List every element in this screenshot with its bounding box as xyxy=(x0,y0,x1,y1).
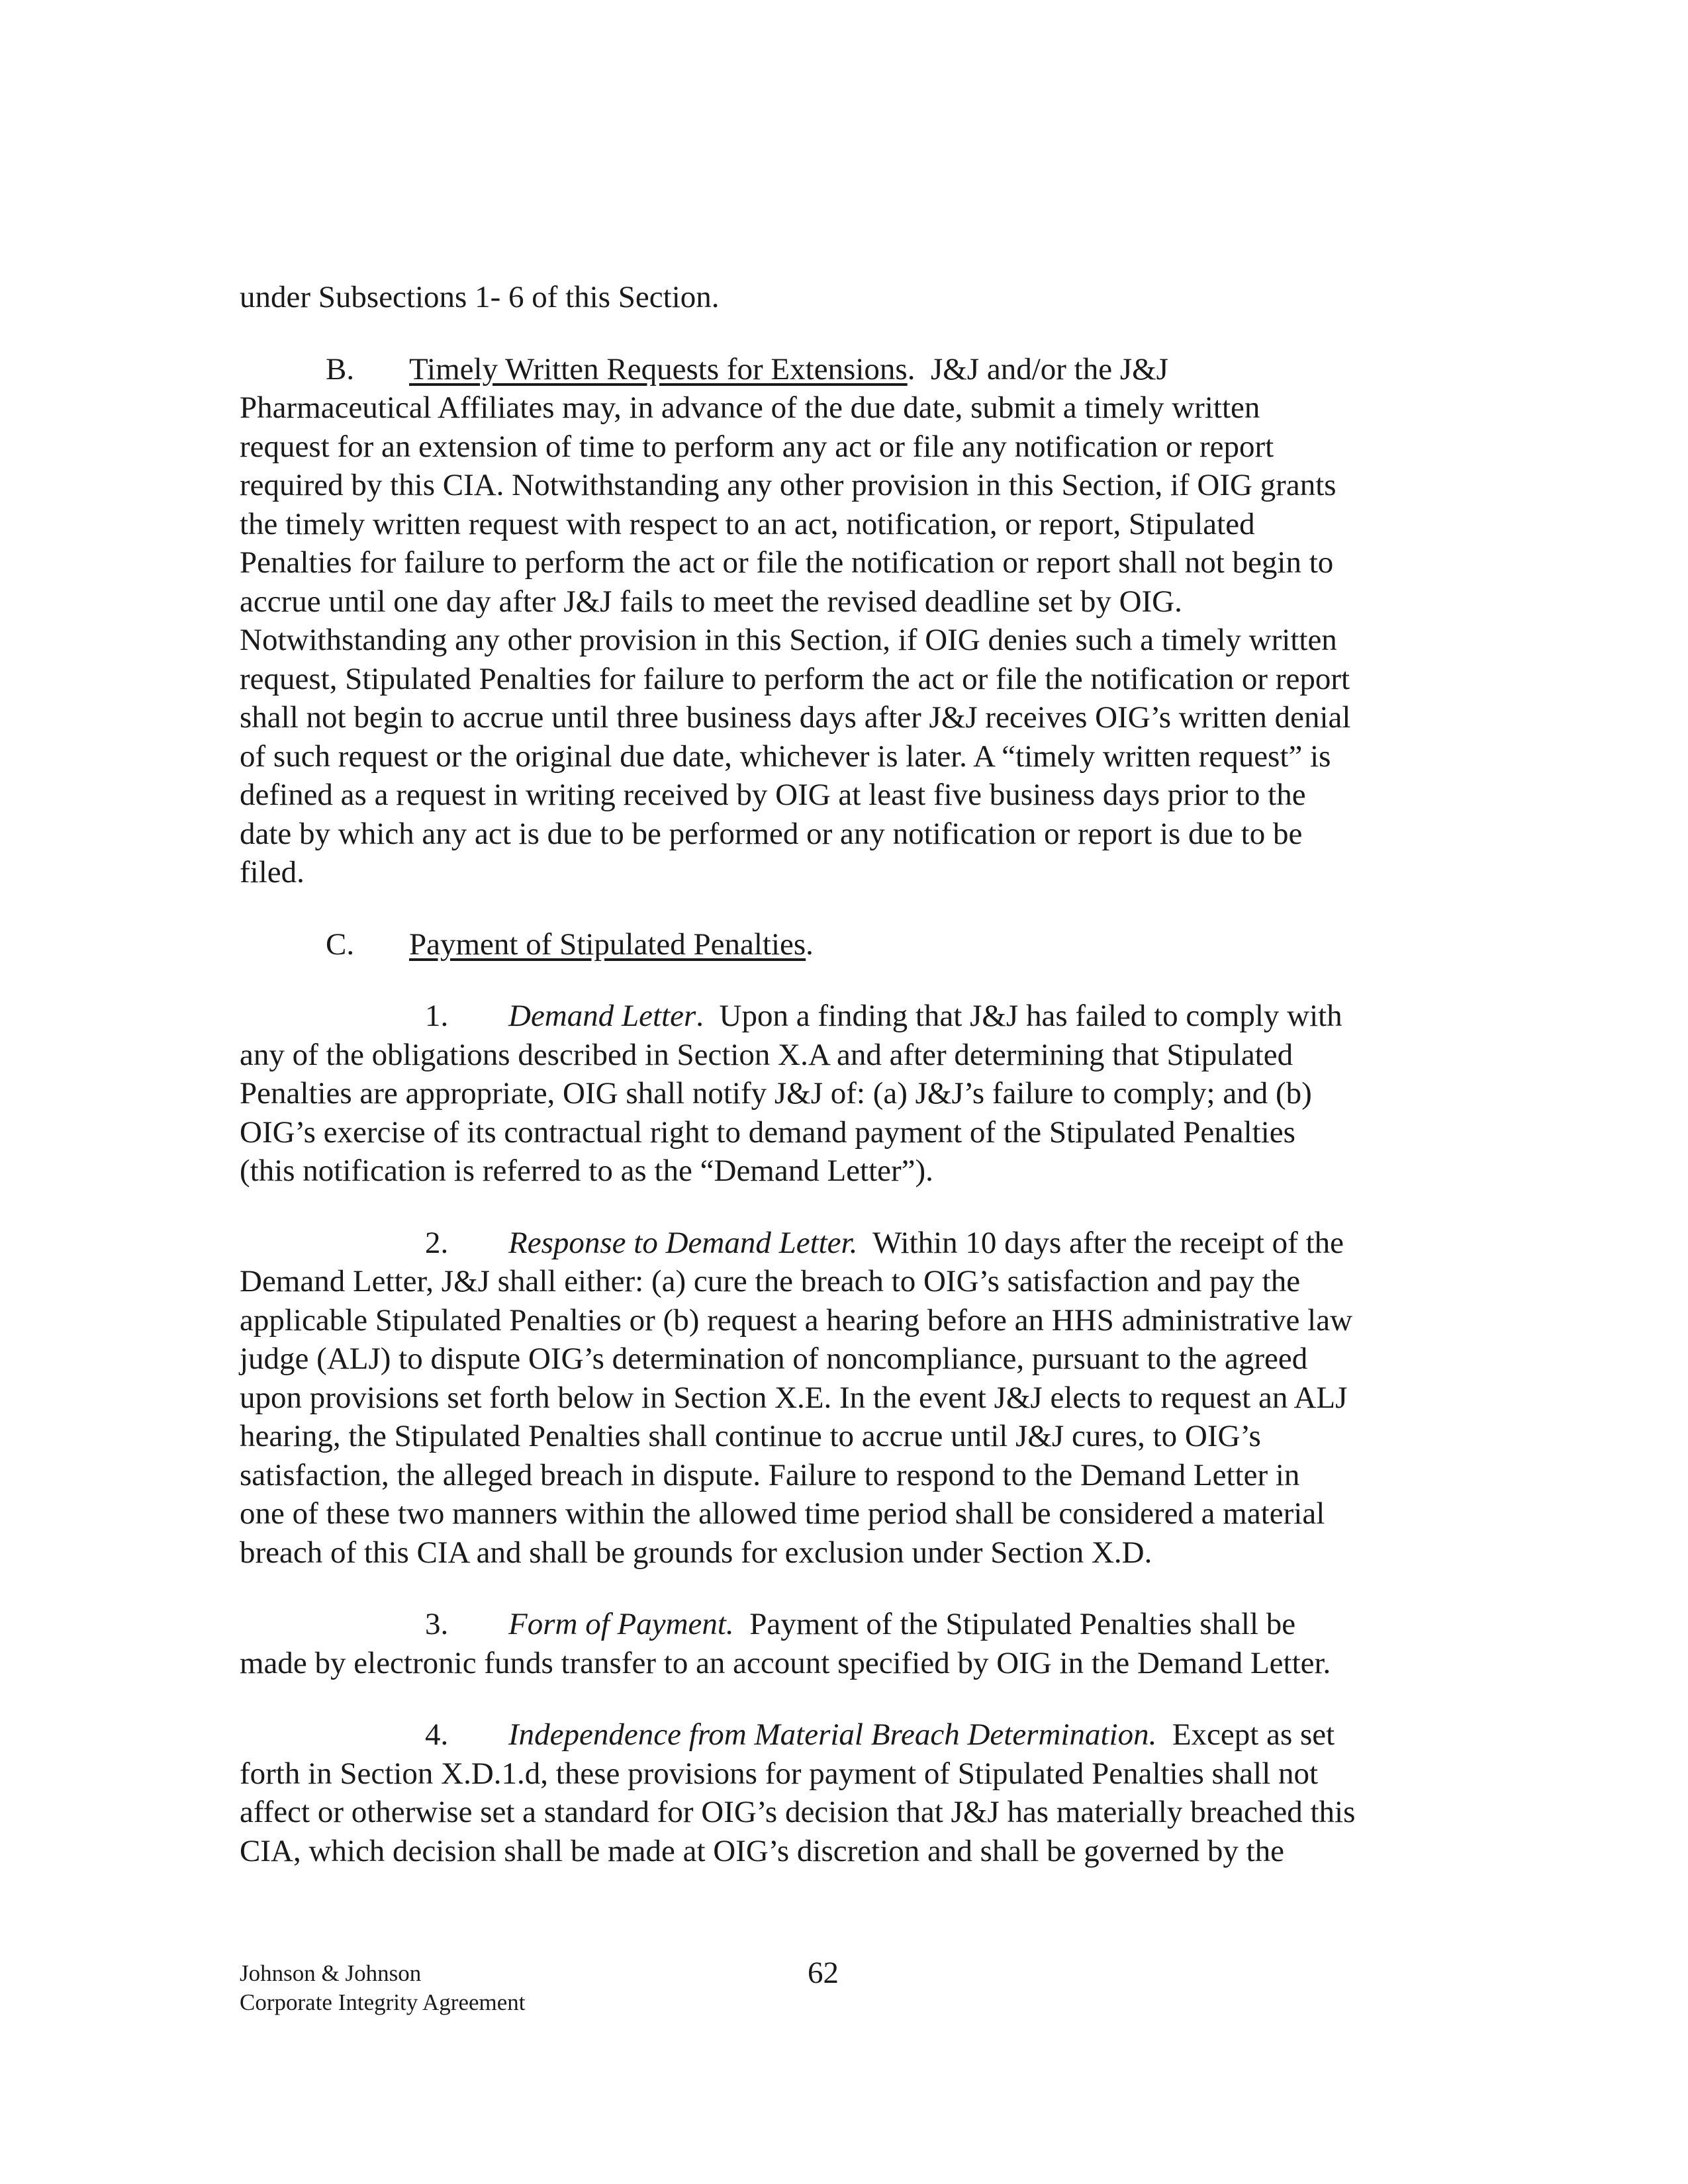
item-title: Independence from Material Breach Determination. xyxy=(508,1717,1157,1752)
item-demand-letter: 1. Demand Letter. Upon a finding that J&J has failed to comply with any of the obligations described in Section X.A and after determining that Stipulated Penalties are appropriate, OIG shall notify J&J of: (a) J&J’s failure to comply; and (b) OIG’s exercise of its contractual right to demand payment of the Stipulated Penalties (this notification is referred to as the “Demand Letter”). xyxy=(240,997,1451,1191)
paragraph-line: request for an extension of time to perform any act or file any notification or report xyxy=(240,429,1274,464)
section-b xyxy=(240,350,1451,892)
paragraph-line: breach of this CIA and shall be grounds for exclusion under Section X.D. xyxy=(240,1535,1152,1570)
paragraph-line: Notwithstanding any other provision in this Section, if OIG denies such a timely written xyxy=(240,623,1337,657)
item-number: 3. xyxy=(425,1607,449,1641)
paragraph-line: date by which any act is due to be performed or any notification or report is due to be xyxy=(240,816,1303,851)
paragraph-line: hearing, the Stipulated Penalties shall continue to accrue until J&J cures, to OIG’s xyxy=(240,1419,1261,1453)
paragraph-line: Pharmaceutical Affiliates may, in advance of the due date, submit a timely written xyxy=(240,390,1260,425)
paragraph-line: Penalties for failure to perform the act or file the notification or report shall not begin to xyxy=(240,545,1334,580)
section-c-heading: Payment of Stipulated Penalties xyxy=(409,927,806,962)
paragraph-line: CIA, which decision shall be made at OIG’s discretion and shall be governed by the xyxy=(240,1833,1285,1868)
item-title: Demand Letter xyxy=(508,999,696,1033)
paragraph-line: accrue until one day after J&J fails to meet the revised deadline set by OIG. xyxy=(240,584,1182,619)
item-independence-from-material-breach: 4. Independence from Material Breach Determination. Except as set forth in Section X.D.1.d, these provisions for payment of Stipulated Penalties shall not affect or otherwise set a standard for OIG’s decision that J&J has materially breached this CIA, which decision shall be made at OIG’s discretion and shall be governed by the xyxy=(240,1715,1451,1870)
section-b-label: B. xyxy=(326,351,355,387)
item-form-of-payment: 3. Form of Payment. Payment of the Stipulated Penalties shall be made by electronic funds transfer to an account specified by OIG in the Demand Letter. xyxy=(240,1605,1451,1682)
footer-document-title: Corporate Integrity Agreement xyxy=(240,1989,526,2015)
paragraph-line: upon provisions set forth below in Section X.E. In the event J&J elects to request an ALJ xyxy=(240,1380,1348,1415)
paragraph-line: shall not begin to accrue until three business days after J&J receives OIG’s written denial xyxy=(240,700,1351,735)
item-title: Form of Payment. xyxy=(508,1607,734,1641)
paragraph-line: affect or otherwise set a standard for OIG’s decision that J&J has materially breached this xyxy=(240,1795,1356,1829)
paragraph-line: defined as a request in writing received by OIG at least five business days prior to the xyxy=(240,778,1306,812)
footer-company: Johnson & Johnson xyxy=(240,1960,422,1986)
paragraph-line: OIG’s exercise of its contractual right to demand payment of the Stipulated Penalties xyxy=(240,1115,1295,1150)
paragraph-line: one of these two manners within the allowed time period shall be considered a material xyxy=(240,1496,1325,1531)
page-footer xyxy=(240,1959,526,2017)
section-b-first-line: B. Timely Written Requests for Extensions. J&J and/or the J&J xyxy=(240,350,1451,389)
paragraph-line: applicable Stipulated Penalties or (b) request a hearing before an HHS administrative law xyxy=(240,1302,1353,1338)
paragraph-line: Penalties are appropriate, OIG shall notify J&J of: (a) J&J’s failure to comply; and (b) xyxy=(240,1076,1312,1111)
paragraph-line: Demand Letter, J&J shall either: (a) cure the breach to OIG’s satisfaction and pay the xyxy=(240,1264,1301,1298)
paragraph-line: judge (ALJ) to dispute OIG’s determination of noncompliance, pursuant to the agreed xyxy=(240,1342,1308,1376)
item-title: Response to Demand Letter. xyxy=(508,1225,858,1260)
paragraph-line: required by this CIA. Notwithstanding any other provision in this Section, if OIG grants xyxy=(240,468,1336,502)
section-c-label: C. xyxy=(326,927,355,962)
paragraph-line: filed. xyxy=(240,855,305,889)
section-b-heading: Timely Written Requests for Extensions xyxy=(409,351,908,387)
item-number: 4. xyxy=(425,1717,449,1752)
paragraph-line: satisfaction, the alleged breach in dispute. Failure to respond to the Demand Letter in xyxy=(240,1457,1300,1492)
opening-fragment: under Subsections 1- 6 of this Section. xyxy=(240,280,720,314)
paragraph-line: of such request or the original due date, whichever is later. A “timely written request” is xyxy=(240,739,1331,774)
section-c-heading-line: C. Payment of Stipulated Penalties. xyxy=(240,925,1451,964)
paragraph-line: the timely written request with respect to an act, notification, or report, Stipulated xyxy=(240,506,1255,541)
page-number: 62 xyxy=(808,1956,839,1990)
paragraph-line: (this notification is referred to as the “Demand Letter”). xyxy=(240,1154,933,1188)
paragraph-line: forth in Section X.D.1.d, these provisions for payment of Stipulated Penalties shall not xyxy=(240,1756,1319,1791)
paragraph-line: any of the obligations described in Section X.A and after determining that Stipulated xyxy=(240,1037,1293,1072)
paragraph-line: made by electronic funds transfer to an account specified by OIG in the Demand Letter. xyxy=(240,1645,1331,1680)
paragraph-line: request, Stipulated Penalties for failure to perform the act or file the notification or report xyxy=(240,661,1350,696)
item-number: 2. xyxy=(425,1225,449,1260)
item-response-to-demand-letter: 2. Response to Demand Letter. Within 10 days after the receipt of the Demand Letter, J&J shall either: (a) cure the breach to OIG’s satisfaction and pay the applicable Stipulated Penalties or (b) request a hearing before an HHS administrative law judge (ALJ) to dispute OIG’s determination of noncompliance, pursuant to the agreed upon provisions set forth below in Section X.E. In the event J&J elects to request an ALJ hearing, the Stipulated Penalties shall continue to accrue until J&J cures, to OIG’s satisfaction, the alleged breach in dispute. Failure to respond to the Demand Letter in one of these two manners within the allowed time period shall be considered a material breach of this CIA and shall be grounds for exclusion under Section X.D. xyxy=(240,1224,1451,1572)
document-body xyxy=(240,278,1451,1870)
item-number: 1. xyxy=(425,999,449,1033)
